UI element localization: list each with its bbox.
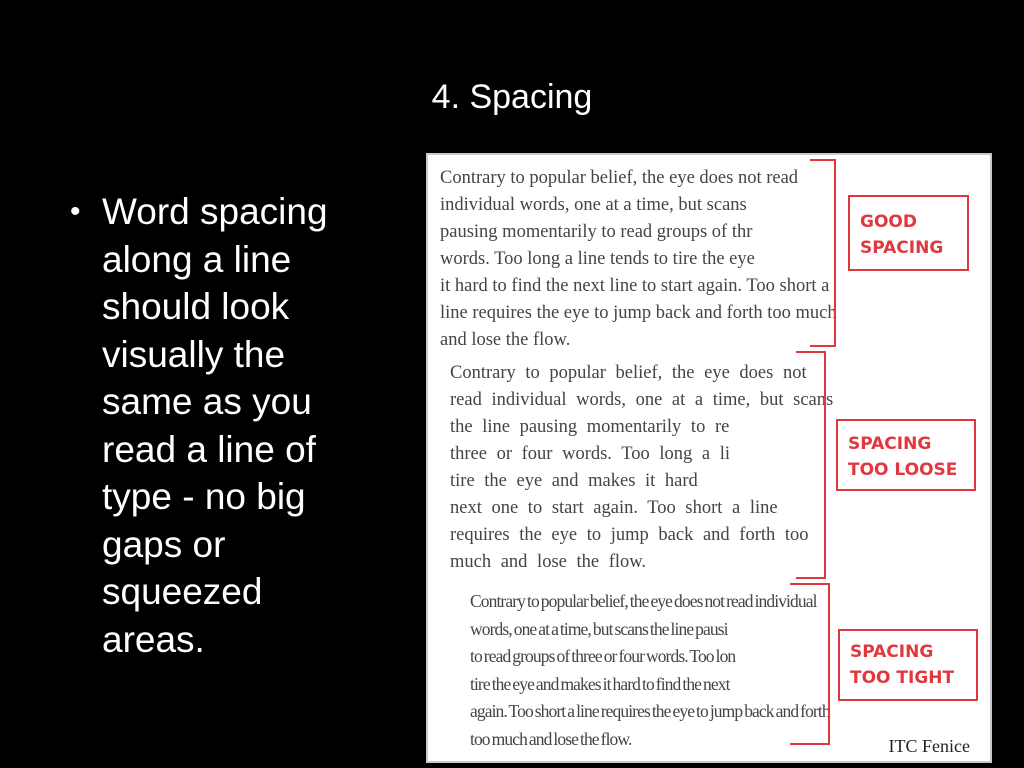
good-line: line requires the eye to jump back and forth too much	[440, 303, 837, 323]
loose-spacing-paragraph	[450, 360, 833, 576]
bullet-line: squeezed	[102, 571, 263, 612]
label-line: SPACING	[850, 642, 934, 662]
bullet-line: areas.	[102, 618, 205, 660]
good-line: pausing momentarily to read groups of thr	[440, 222, 753, 242]
tight-spacing-paragraph	[470, 588, 830, 753]
good-line: words. Too long a line tends to tire the eye	[440, 249, 755, 269]
bullet-line: same as you	[102, 381, 312, 422]
bullet-line: gaps or	[102, 523, 226, 565]
bullet-line: visually the	[102, 333, 286, 375]
tight-line: too much and lose the flow.	[470, 728, 632, 749]
bullet-item	[64, 188, 384, 663]
label-line: SPACING	[860, 238, 944, 258]
tight-line: again. Too short a line requires the eye to jump back and forth	[470, 701, 830, 721]
bullet-line: should look	[102, 286, 290, 327]
bullet-line: Word spacing	[102, 191, 328, 232]
loose-line: requires the eye to jump back and forth too	[450, 525, 809, 545]
bullet-marker: •	[70, 195, 81, 228]
loose-spacing-label	[836, 419, 976, 491]
label-line: GOOD	[860, 212, 917, 232]
slide-title: 4. Spacing	[431, 78, 593, 116]
bullet-line: read a line of	[102, 428, 316, 470]
label-line: TOO LOOSE	[848, 460, 958, 480]
tight-line: words, one at a time, but scans the line pausi	[470, 618, 728, 639]
good-spacing-label	[848, 195, 969, 271]
bullet-line: type - no big	[102, 476, 306, 517]
tight-spacing-label	[838, 629, 978, 701]
tight-line: tire the eye and makes it hard to find the next	[470, 673, 730, 694]
tight-line: Contrary to popular belief, the eye does not read individual	[470, 591, 817, 611]
loose-line: three or four words. Too long a li	[450, 444, 730, 464]
bullet-line: along a line	[102, 238, 292, 280]
loose-spacing-bracket	[796, 351, 826, 579]
good-line: and lose the flow.	[440, 330, 571, 350]
loose-line: tire the eye and makes it hard	[450, 471, 698, 491]
loose-line: the line pausing momentarily to re	[450, 417, 730, 437]
loose-line: read individual words, one at a time, but scans	[450, 390, 834, 410]
good-line: it hard to find the next line to start again. Too short a	[440, 276, 830, 296]
good-line: Contrary to popular belief, the eye does not read	[440, 168, 799, 188]
loose-line: next one to start again. Too short a line	[450, 498, 778, 518]
font-caption: ITC Fenice	[888, 736, 970, 756]
spacing-example-figure	[426, 153, 992, 763]
label-line: TOO TIGHT	[850, 668, 955, 688]
tight-spacing-bracket	[790, 583, 830, 745]
bullet-list	[64, 188, 384, 663]
good-line: individual words, one at a time, but scans	[440, 195, 747, 215]
tight-line: to read groups of three or four words. Too lon	[470, 646, 736, 666]
loose-line: much and lose the flow.	[450, 552, 647, 572]
loose-line: Contrary to popular belief, the eye does not	[450, 363, 807, 383]
good-spacing-bracket	[810, 159, 836, 347]
label-line: SPACING	[848, 434, 932, 454]
good-spacing-paragraph	[440, 165, 837, 354]
